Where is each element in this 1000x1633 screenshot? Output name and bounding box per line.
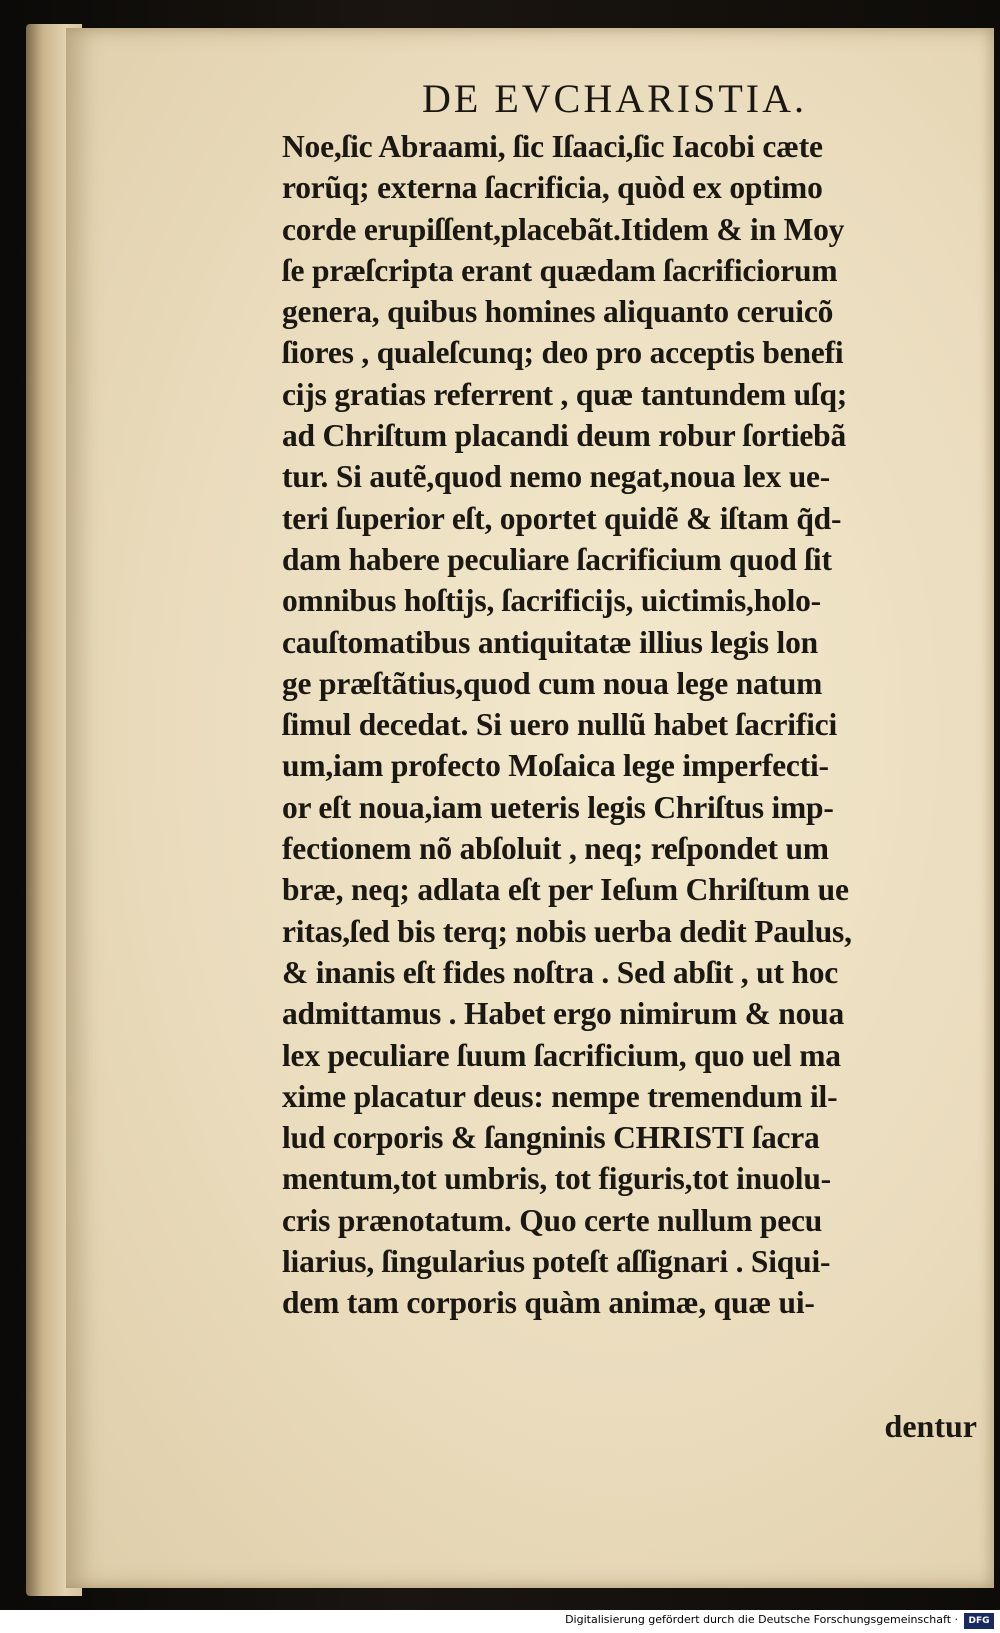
text-line: tur. Si autẽ,quod nemo negat,noua lex ue- bbox=[282, 459, 831, 495]
digitization-footer bbox=[0, 1610, 1000, 1633]
text-line: omnibus hoſtijs, ſacrificijs, uictimis,holo- bbox=[282, 583, 821, 619]
text-line: admittamus . Habet ergo nimirum & noua bbox=[282, 996, 845, 1032]
text-line: or eſt noua,iam ueteris legis Chriſtus imp- bbox=[282, 789, 834, 825]
text-line: rorũq; externa ſacrificia, quòd ex optimo bbox=[282, 170, 823, 206]
text-line: lud corporis & ſangninis CHRISTI ſacra bbox=[282, 1120, 820, 1156]
text-line: dam habere peculiare ſacrificium quod ſit bbox=[282, 541, 832, 577]
dfg-logo: DFG bbox=[964, 1613, 994, 1629]
text-line: ſe præſcripta erant quædam ſacrificiorum bbox=[282, 252, 838, 288]
text-line: Noe,ſic Abraami, ſic Iſaaci,ſic Iacobi cæte bbox=[282, 129, 823, 164]
text-line: ritas,ſed bis terq; nobis uerba dedit Paulus, bbox=[282, 913, 852, 949]
text-line: ad Chriſtum placandi deum robur ſortiebã bbox=[282, 418, 847, 454]
text-line: cris prænotatum. Quo certe nullum pecu bbox=[282, 1202, 823, 1238]
catchword: dentur bbox=[884, 1408, 977, 1444]
text-line: bræ, neq; adlata eſt per Ieſum Chriſtum ue bbox=[282, 872, 849, 908]
text-line: ge præſtãtius,quod cum noua lege natum bbox=[282, 665, 823, 701]
text-line: fectionem nõ abſoluit , neq; reſpondet um bbox=[282, 831, 829, 867]
text-line: teri ſuperior eſt, oportet quidẽ & iſtam q̃d- bbox=[282, 500, 842, 536]
text-line: liarius, ſingularius poteſt aſſignari . Siqui- bbox=[282, 1244, 831, 1280]
text-line: genera, quibus homines aliquanto ceruicõ bbox=[282, 294, 834, 330]
text-line: mentum,tot umbris, tot figuris,tot inuolu- bbox=[282, 1161, 831, 1197]
text-line: ſiores , qualeſcunq; deo pro acceptis benefi bbox=[282, 335, 844, 371]
text-line: lex peculiare ſuum ſacrificium, quo uel ma bbox=[282, 1037, 841, 1073]
running-head: DE EVCHARISTIA. bbox=[422, 76, 807, 121]
page-text-block bbox=[282, 76, 977, 1324]
text-line: corde erupiſſent,placebãt.Itidem & in Moy bbox=[282, 211, 845, 247]
text-line: um,iam profecto Moſaica lege imperfecti- bbox=[282, 748, 829, 784]
text-line: xime placatur deus: nempe tremendum il- bbox=[282, 1078, 838, 1114]
text-line: dem tam corporis quàm animæ, quæ ui- bbox=[282, 1285, 815, 1321]
text-line: & inanis eſt fides noſtra . Sed abſit , ut hoc bbox=[282, 954, 839, 990]
funding-credit: Digitalisierung gefördert durch die Deutsche Forschungsgemeinschaft · bbox=[565, 1613, 958, 1626]
body-text bbox=[282, 126, 977, 1324]
text-line: cijs gratias referrent , quæ tantundem uſq; bbox=[282, 376, 848, 412]
text-line: ſimul decedat. Si uero nullũ habet ſacrifici bbox=[282, 707, 838, 743]
text-line: cauſtomatibus antiquitatæ illius legis lon bbox=[282, 624, 818, 660]
